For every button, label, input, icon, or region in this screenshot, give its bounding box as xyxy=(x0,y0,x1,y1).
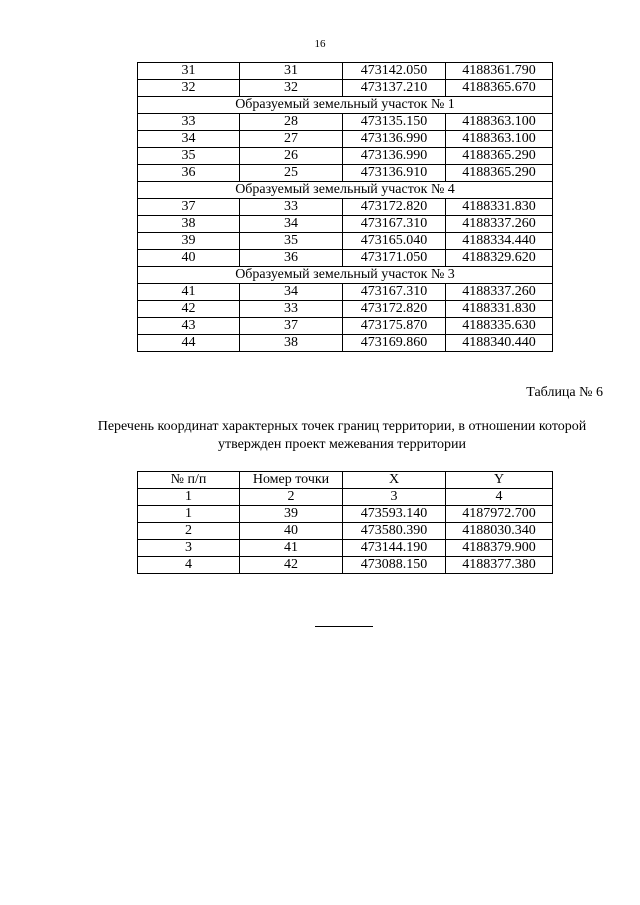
column-header: Номер точки xyxy=(240,472,343,489)
table-cell: 4188331.830 xyxy=(446,301,553,318)
table-cell: 473136.910 xyxy=(343,165,446,182)
table-row xyxy=(138,540,553,557)
table-cell: 31 xyxy=(138,63,240,80)
table-row xyxy=(138,318,553,335)
end-divider xyxy=(315,626,373,627)
table-cell: 4188030.340 xyxy=(446,523,553,540)
table-cell: 473137.210 xyxy=(343,80,446,97)
table-cell: 473169.860 xyxy=(343,335,446,352)
table-cell: 4188331.830 xyxy=(446,199,553,216)
table-heading: Перечень координат характерных точек границ территории, в отношении которой утвержден проект межевания территории xyxy=(97,419,587,452)
table-cell: 4188337.260 xyxy=(446,284,553,301)
table-cell: 39 xyxy=(138,233,240,250)
section-row xyxy=(138,267,553,284)
table-row xyxy=(138,335,553,352)
table-cell: 2 xyxy=(138,523,240,540)
table-cell: 34 xyxy=(138,131,240,148)
table-row xyxy=(138,233,553,250)
table-row xyxy=(138,63,553,80)
table-cell: 4188337.260 xyxy=(446,216,553,233)
table-caption: Таблица № 6 xyxy=(526,385,603,400)
table-cell: 40 xyxy=(138,250,240,267)
table-cell: 36 xyxy=(138,165,240,182)
table-cell: 473136.990 xyxy=(343,131,446,148)
table-cell: 28 xyxy=(240,114,343,131)
table-cell: 4187972.700 xyxy=(446,506,553,523)
table-cell: 36 xyxy=(240,250,343,267)
table-row xyxy=(138,199,553,216)
section-title: Образуемый земельный участок № 3 xyxy=(138,267,553,284)
table-row xyxy=(138,148,553,165)
table-cell: 43 xyxy=(138,318,240,335)
table-row xyxy=(138,114,553,131)
table-cell: 4188329.620 xyxy=(446,250,553,267)
table-cell: 38 xyxy=(240,335,343,352)
table-row xyxy=(138,301,553,318)
table-cell: 31 xyxy=(240,63,343,80)
table-cell: 4188365.290 xyxy=(446,148,553,165)
table-cell: 473171.050 xyxy=(343,250,446,267)
section-title: Образуемый земельный участок № 1 xyxy=(138,97,553,114)
table-row xyxy=(138,284,553,301)
table-cell: 473144.190 xyxy=(343,540,446,557)
table-cell: 4 xyxy=(138,557,240,574)
table-cell: 4188361.790 xyxy=(446,63,553,80)
table-cell: 26 xyxy=(240,148,343,165)
page-number: 16 xyxy=(314,38,326,50)
table-cell: 1 xyxy=(138,506,240,523)
table-cell: 473165.040 xyxy=(343,233,446,250)
table-cell: 4188340.440 xyxy=(446,335,553,352)
table-cell: 33 xyxy=(240,301,343,318)
table-cell: 38 xyxy=(138,216,240,233)
table-cell: 41 xyxy=(138,284,240,301)
section-row xyxy=(138,97,553,114)
table-cell: 473136.990 xyxy=(343,148,446,165)
section-row xyxy=(138,182,553,199)
column-number: 1 xyxy=(138,489,240,506)
table-cell: 473175.870 xyxy=(343,318,446,335)
table-row xyxy=(138,250,553,267)
table-cell: 27 xyxy=(240,131,343,148)
table-cell: 39 xyxy=(240,506,343,523)
header-row xyxy=(138,472,553,489)
column-number: 2 xyxy=(240,489,343,506)
table-cell: 25 xyxy=(240,165,343,182)
table-row xyxy=(138,165,553,182)
table-row xyxy=(138,557,553,574)
table-cell: 4188335.630 xyxy=(446,318,553,335)
table-row xyxy=(138,523,553,540)
column-header: X xyxy=(343,472,446,489)
table-cell: 34 xyxy=(240,284,343,301)
table-row xyxy=(138,131,553,148)
table-cell: 3 xyxy=(138,540,240,557)
table-cell: 473135.150 xyxy=(343,114,446,131)
table-row xyxy=(138,80,553,97)
table-cell: 42 xyxy=(138,301,240,318)
table-cell: 473172.820 xyxy=(343,199,446,216)
column-number: 4 xyxy=(446,489,553,506)
table-row xyxy=(138,506,553,523)
table-cell: 37 xyxy=(240,318,343,335)
coordinates-table xyxy=(137,62,553,352)
table-cell: 4188365.670 xyxy=(446,80,553,97)
table-cell: 33 xyxy=(240,199,343,216)
table-cell: 41 xyxy=(240,540,343,557)
table-cell: 35 xyxy=(240,233,343,250)
table-cell: 33 xyxy=(138,114,240,131)
column-number: 3 xyxy=(343,489,446,506)
table-cell: 473142.050 xyxy=(343,63,446,80)
table-row xyxy=(138,216,553,233)
table-cell: 44 xyxy=(138,335,240,352)
section-title: Образуемый земельный участок № 4 xyxy=(138,182,553,199)
table-cell: 40 xyxy=(240,523,343,540)
table-cell: 32 xyxy=(138,80,240,97)
table-cell: 473172.820 xyxy=(343,301,446,318)
table-cell: 473088.150 xyxy=(343,557,446,574)
table-cell: 473593.140 xyxy=(343,506,446,523)
table-cell: 32 xyxy=(240,80,343,97)
table-cell: 4188363.100 xyxy=(446,131,553,148)
table-cell: 473167.310 xyxy=(343,284,446,301)
table-cell: 4188334.440 xyxy=(446,233,553,250)
table-cell: 4188377.380 xyxy=(446,557,553,574)
column-header: Y xyxy=(446,472,553,489)
table-cell: 37 xyxy=(138,199,240,216)
territory-points-table xyxy=(137,471,553,574)
table-cell: 35 xyxy=(138,148,240,165)
column-header: № п/п xyxy=(138,472,240,489)
table-cell: 42 xyxy=(240,557,343,574)
table-cell: 473580.390 xyxy=(343,523,446,540)
table-cell: 4188363.100 xyxy=(446,114,553,131)
column-numbering-row xyxy=(138,489,553,506)
table-cell: 4188379.900 xyxy=(446,540,553,557)
table-cell: 34 xyxy=(240,216,343,233)
table-cell: 473167.310 xyxy=(343,216,446,233)
table-cell: 4188365.290 xyxy=(446,165,553,182)
